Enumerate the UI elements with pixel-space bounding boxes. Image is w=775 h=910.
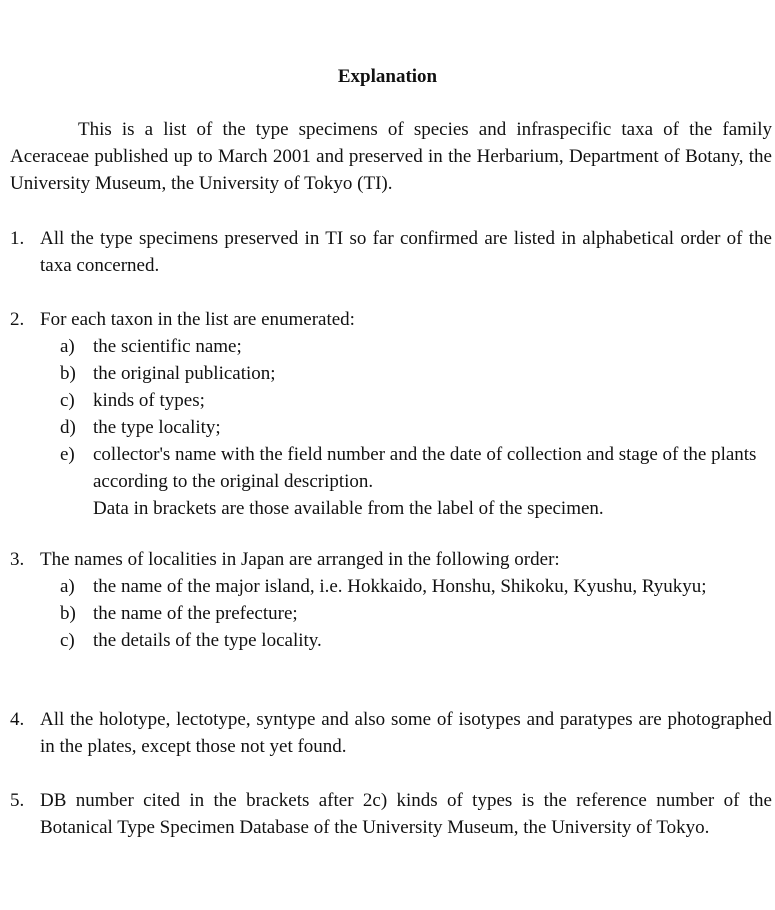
item-number: 4.: [10, 709, 25, 730]
item-number: 1.: [10, 228, 25, 249]
item-text: All the holotype, lectotype, syntype and also some of isotypes and paratypes are photographed in the plates, except those not yet found.: [40, 709, 772, 757]
sub-item-text: the details of the type locality.: [93, 630, 322, 651]
sub-item: [40, 333, 772, 360]
sub-item-letter: b): [60, 363, 76, 384]
sub-item-text: the name of the major island, i.e. Hokkaido, Honshu, Shikoku, Kyushu, Ryukyu;: [93, 576, 707, 597]
item-text: The names of localities in Japan are arranged in the following order:: [40, 549, 560, 570]
item-text: DB number cited in the brackets after 2c) kinds of types is the reference number of the Botanical Type Specimen Database of the University Museum, the University of Tokyo.: [40, 790, 772, 838]
item-body: [40, 546, 772, 654]
sub-item-letter: a): [60, 336, 75, 357]
sub-item: [40, 387, 772, 414]
item-number: 3.: [10, 549, 25, 570]
item-text: All the type specimens preserved in TI so far confirmed are listed in alphabetical order of the taxa concerned.: [40, 228, 772, 276]
sub-item-letter: a): [60, 576, 75, 597]
item-body: [40, 306, 772, 522]
sub-item-letter: e): [60, 444, 75, 465]
sub-item-letter: c): [60, 630, 75, 651]
list-item-1: [10, 225, 772, 279]
sub-item: [40, 414, 772, 441]
sub-item-letter: c): [60, 390, 75, 411]
sub-item-text: the original publication;: [93, 363, 276, 384]
sub-item-text: the type locality;: [93, 417, 221, 438]
list-item-3: [10, 546, 772, 654]
list-item-2: [10, 306, 772, 522]
item-note: Data in brackets are those available from the label of the specimen.: [93, 498, 604, 519]
sub-item: [40, 573, 772, 600]
item-text: For each taxon in the list are enumerated:: [40, 309, 355, 330]
sub-item-text: the scientific name;: [93, 336, 242, 357]
list-item-4: [10, 706, 772, 760]
page-title: Explanation: [337, 66, 438, 87]
sub-item: [40, 360, 772, 387]
sub-item: [40, 441, 772, 495]
item-number: 2.: [10, 309, 25, 330]
sub-list: [40, 573, 772, 654]
sub-item-letter: d): [60, 417, 76, 438]
item-number: 5.: [10, 790, 25, 811]
list-item-5: [10, 787, 772, 841]
sub-item-letter: b): [60, 603, 76, 624]
intro-paragraph: This is a list of the type specimens of species and infraspecific taxa of the family Aceraceae published up to March 2001 and preserved in the Herbarium, Department of Botany, the University Museum, the University of Tokyo (TI).: [10, 119, 772, 194]
sub-item: [40, 600, 772, 627]
sub-item-text: the name of the prefecture;: [93, 603, 298, 624]
sub-item: [40, 627, 772, 654]
sub-list: [40, 333, 772, 495]
sub-item-text: collector's name with the field number and the date of collection and stage of the plants according to the original description.: [93, 444, 757, 492]
sub-item-text: kinds of types;: [93, 390, 205, 411]
